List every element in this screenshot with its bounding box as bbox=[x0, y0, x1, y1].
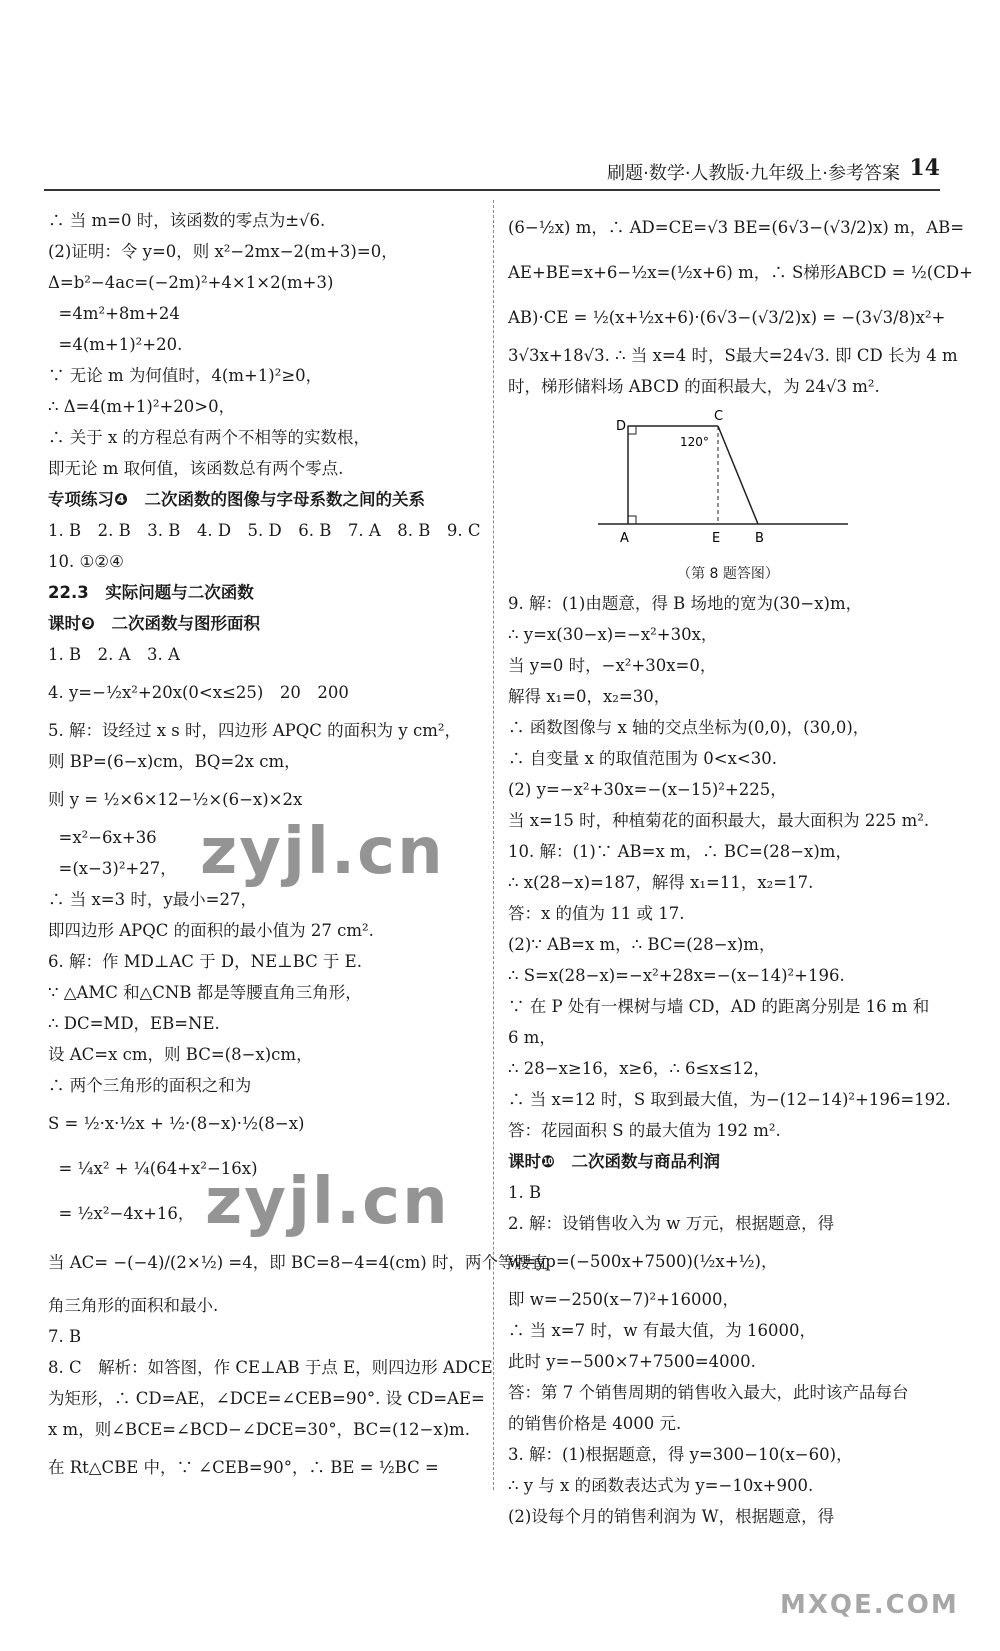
text-line: 即 w=−250(x−7)²+16000， bbox=[508, 1290, 739, 1309]
text-line: ∴ y 与 x 的函数表达式为 y=−10x+900. bbox=[508, 1476, 814, 1495]
text-line: (2)设每个月的销售利润为 W，根据题意，得 bbox=[508, 1507, 835, 1526]
answer-line: 7. B bbox=[48, 1327, 82, 1346]
text-line: ∴ 当 x=7 时，w 有最大值，为 16000， bbox=[508, 1321, 816, 1340]
text-line: =x²−6x+36 bbox=[48, 828, 157, 847]
answer-line: 1. B 2. B 3. B 4. D 5. D 6. B 7. A 8. B 9. C bbox=[48, 521, 481, 540]
text-line: ∴ x(28−x)=187，解得 x₁=11，x₂=17. bbox=[508, 873, 814, 892]
text-line: 2. 解：设销售收入为 w 万元，根据题意，得 bbox=[508, 1214, 835, 1233]
formula-line: 则 y = ½×6×12−½×(6−x)×2x bbox=[48, 790, 303, 809]
text-line: (2) y=−x²+30x=−(x−15)²+225， bbox=[508, 780, 787, 799]
trapezoid-figure bbox=[508, 406, 948, 556]
header-title: 刷题·数学·人教版·九年级上·参考答案 bbox=[607, 163, 900, 184]
text-line: ∴ 函数图像与 x 轴的交点坐标为(0,0)，(30,0)， bbox=[508, 718, 870, 737]
text-line: 当 x=15 时，种植菊花的面积最大，最大面积为 225 m². bbox=[508, 811, 930, 830]
text-line: 9. 解：(1)由题意，得 B 场地的宽为(30−x)m， bbox=[508, 594, 863, 613]
trapezoid-diagram bbox=[598, 406, 858, 556]
text-line: x m，则∠BCE=∠BCD−∠DCE=30°，BC=(12−x)m. bbox=[48, 1420, 470, 1439]
text-line: 解得 x₁=0，x₂=30， bbox=[508, 687, 671, 706]
text-line: Δ=b²−4ac=(−2m)²+4×1×2(m+3) bbox=[48, 273, 334, 292]
column-divider bbox=[493, 200, 494, 1490]
text-line: =4(m+1)²+20. bbox=[48, 335, 183, 354]
text-line: ∴ DC=MD，EB=NE. bbox=[48, 1014, 220, 1033]
text-line: 8. C 解析：如答图，作 CE⊥AB 于点 E，则四边形 ADCE bbox=[48, 1358, 493, 1377]
formula-line: S = ½·x·½x + ½·(8−x)·½(8−x) bbox=[48, 1114, 305, 1133]
answer-line: 1. B 2. A 3. A bbox=[48, 645, 180, 664]
label-c: C bbox=[714, 409, 724, 424]
watermark: zyjl.cn bbox=[200, 815, 445, 889]
text-line: =(x−3)²+27， bbox=[48, 859, 177, 878]
watermark-logo: MXQE.COM bbox=[780, 1590, 959, 1620]
formula-line: 当 AC= −(−4)/(2×½) =4，即 BC=8−4=4(cm) 时，两个等腰直 bbox=[48, 1253, 548, 1272]
formula-line: = ¼x² + ¼(64+x²−16x) bbox=[48, 1159, 258, 1178]
text-line: 为矩形，∴ CD=AE，∠DCE=∠CEB=90°. 设 CD=AE= bbox=[48, 1389, 485, 1408]
text-line: ∴ Δ=4(m+1)²+20>0， bbox=[48, 397, 236, 416]
page-header bbox=[44, 155, 940, 191]
text-line: 则 BP=(6−x)cm，BQ=2x cm， bbox=[48, 752, 301, 771]
text-line: ∴ 两个三角形的面积之和为 bbox=[48, 1076, 252, 1095]
text-line: 的销售价格是 4000 元. bbox=[508, 1414, 682, 1433]
formula-line: 在 Rt△CBE 中，∵ ∠CEB=90°，∴ BE = ½BC = bbox=[48, 1458, 439, 1477]
text-line: 答：x 的值为 11 或 17. bbox=[508, 904, 685, 923]
text-line: ∴ 关于 x 的方程总有两个不相等的实数根， bbox=[48, 428, 371, 447]
text-line: 即四边形 APQC 的面积的最小值为 27 cm². bbox=[48, 921, 374, 940]
text-line: 6. 解：作 MD⊥AC 于 D，NE⊥BC 于 E. bbox=[48, 952, 362, 971]
text-line: ∵ 无论 m 为何值时，4(m+1)²≥0， bbox=[48, 366, 323, 385]
formula-line: 4. y=−½x²+20x(0<x≤25) 20 200 bbox=[48, 683, 349, 702]
text-line: 10. 解：(1)∵ AB=x m，∴ BC=(28−x)m， bbox=[508, 842, 852, 861]
text-line: 3√3x+18√3. ∴ 当 x=4 时，S最大=24√3. 即 CD 长为 4 m bbox=[508, 346, 958, 365]
text-line: ∴ 当 x=3 时，y最小=27， bbox=[48, 890, 258, 909]
text-line: ∴ 28−x≥16，x≥6，∴ 6≤x≤12， bbox=[508, 1059, 771, 1078]
text-line: =4m²+8m+24 bbox=[48, 304, 180, 323]
lesson-heading: 课时❾ 二次函数与图形面积 bbox=[48, 614, 260, 633]
text-line: 即无论 m 取何值，该函数总有两个零点. bbox=[48, 459, 344, 478]
text-line: 3. 解：(1)根据题意，得 y=300−10(x−60)， bbox=[508, 1445, 853, 1464]
text-line: 答：花园面积 S 的最大值为 192 m². bbox=[508, 1121, 781, 1140]
text-line: 时，梯形储料场 ABCD 的面积最大，为 24√3 m². bbox=[508, 377, 880, 396]
section-heading: 专项练习❹ 二次函数的图像与字母系数之间的关系 bbox=[48, 490, 425, 509]
formula-line: AE+BE=x+6−½x=(½x+6) m，∴ S梯形ABCD = ½(CD+ bbox=[508, 263, 973, 282]
watermark: zyjl.cn bbox=[205, 1165, 450, 1239]
text-line: ∴ 当 m=0 时，该函数的零点为±√6. bbox=[48, 211, 326, 230]
text-line: ∵ 在 P 处有一棵树与墙 CD，AD 的距离分别是 16 m 和 bbox=[508, 997, 930, 1016]
formula-line: = ½x²−4x+16， bbox=[48, 1204, 195, 1223]
text-line: ∵ △AMC 和△CNB 都是等腰直角三角形， bbox=[48, 983, 362, 1002]
text-line: (2)∵ AB=x m，∴ BC=(28−x)m， bbox=[508, 935, 776, 954]
text-line: ∴ y=x(30−x)=−x²+30x， bbox=[508, 625, 718, 644]
formula-line: w=yp=(−500x+7500)(½x+½)， bbox=[508, 1252, 778, 1271]
text-line: 设 AC=x cm，则 BC=(8−x)cm， bbox=[48, 1045, 313, 1064]
text-line: ∴ S=x(28−x)=−x²+28x=−(x−14)²+196. bbox=[508, 966, 845, 985]
text-line: 5. 解：设经过 x s 时，四边形 APQC 的面积为 y cm²， bbox=[48, 721, 461, 740]
text-line: 6 m， bbox=[508, 1028, 556, 1047]
right-column bbox=[508, 205, 973, 1532]
text-line: 角三角形的面积和最小. bbox=[48, 1296, 219, 1315]
section-heading: 22.3 实际问题与二次函数 bbox=[48, 583, 254, 602]
text-line: (2)证明：令 y=0，则 x²−2mx−2(m+3)=0， bbox=[48, 242, 398, 261]
formula-line: (6−½x) m，∴ AD=CE=√3 BE=(6√3−(√3/2)x) m，AB= bbox=[508, 218, 965, 237]
label-e: E bbox=[712, 531, 721, 546]
text-line: ∴ 当 x=12 时，S 取到最大值，为−(12−14)²+196=192. bbox=[508, 1090, 951, 1109]
label-b: B bbox=[755, 531, 764, 546]
formula-line: AB)·CE = ½(x+½x+6)·(6√3−(√3/2)x) = −(3√3/8)x²+ bbox=[508, 308, 946, 327]
label-d: D bbox=[616, 419, 627, 434]
figure-caption: （第 8 题答图） bbox=[677, 566, 779, 582]
answer-line: 1. B bbox=[508, 1183, 542, 1202]
angle-label: 120° bbox=[680, 435, 709, 449]
answer-line: 10. ①②④ bbox=[48, 552, 124, 571]
text-line: 当 y=0 时，−x²+30x=0， bbox=[508, 656, 717, 675]
lesson-heading: 课时❿ 二次函数与商品利润 bbox=[508, 1152, 720, 1171]
label-a: A bbox=[620, 531, 629, 546]
page-number: 14 bbox=[909, 155, 940, 181]
text-line: 此时 y=−500×7+7500=4000. bbox=[508, 1352, 756, 1371]
text-line: 答：第 7 个销售周期的销售收入最大，此时该产品每台 bbox=[508, 1383, 909, 1402]
text-line: ∴ 自变量 x 的取值范围为 0<x<30. bbox=[508, 749, 777, 768]
